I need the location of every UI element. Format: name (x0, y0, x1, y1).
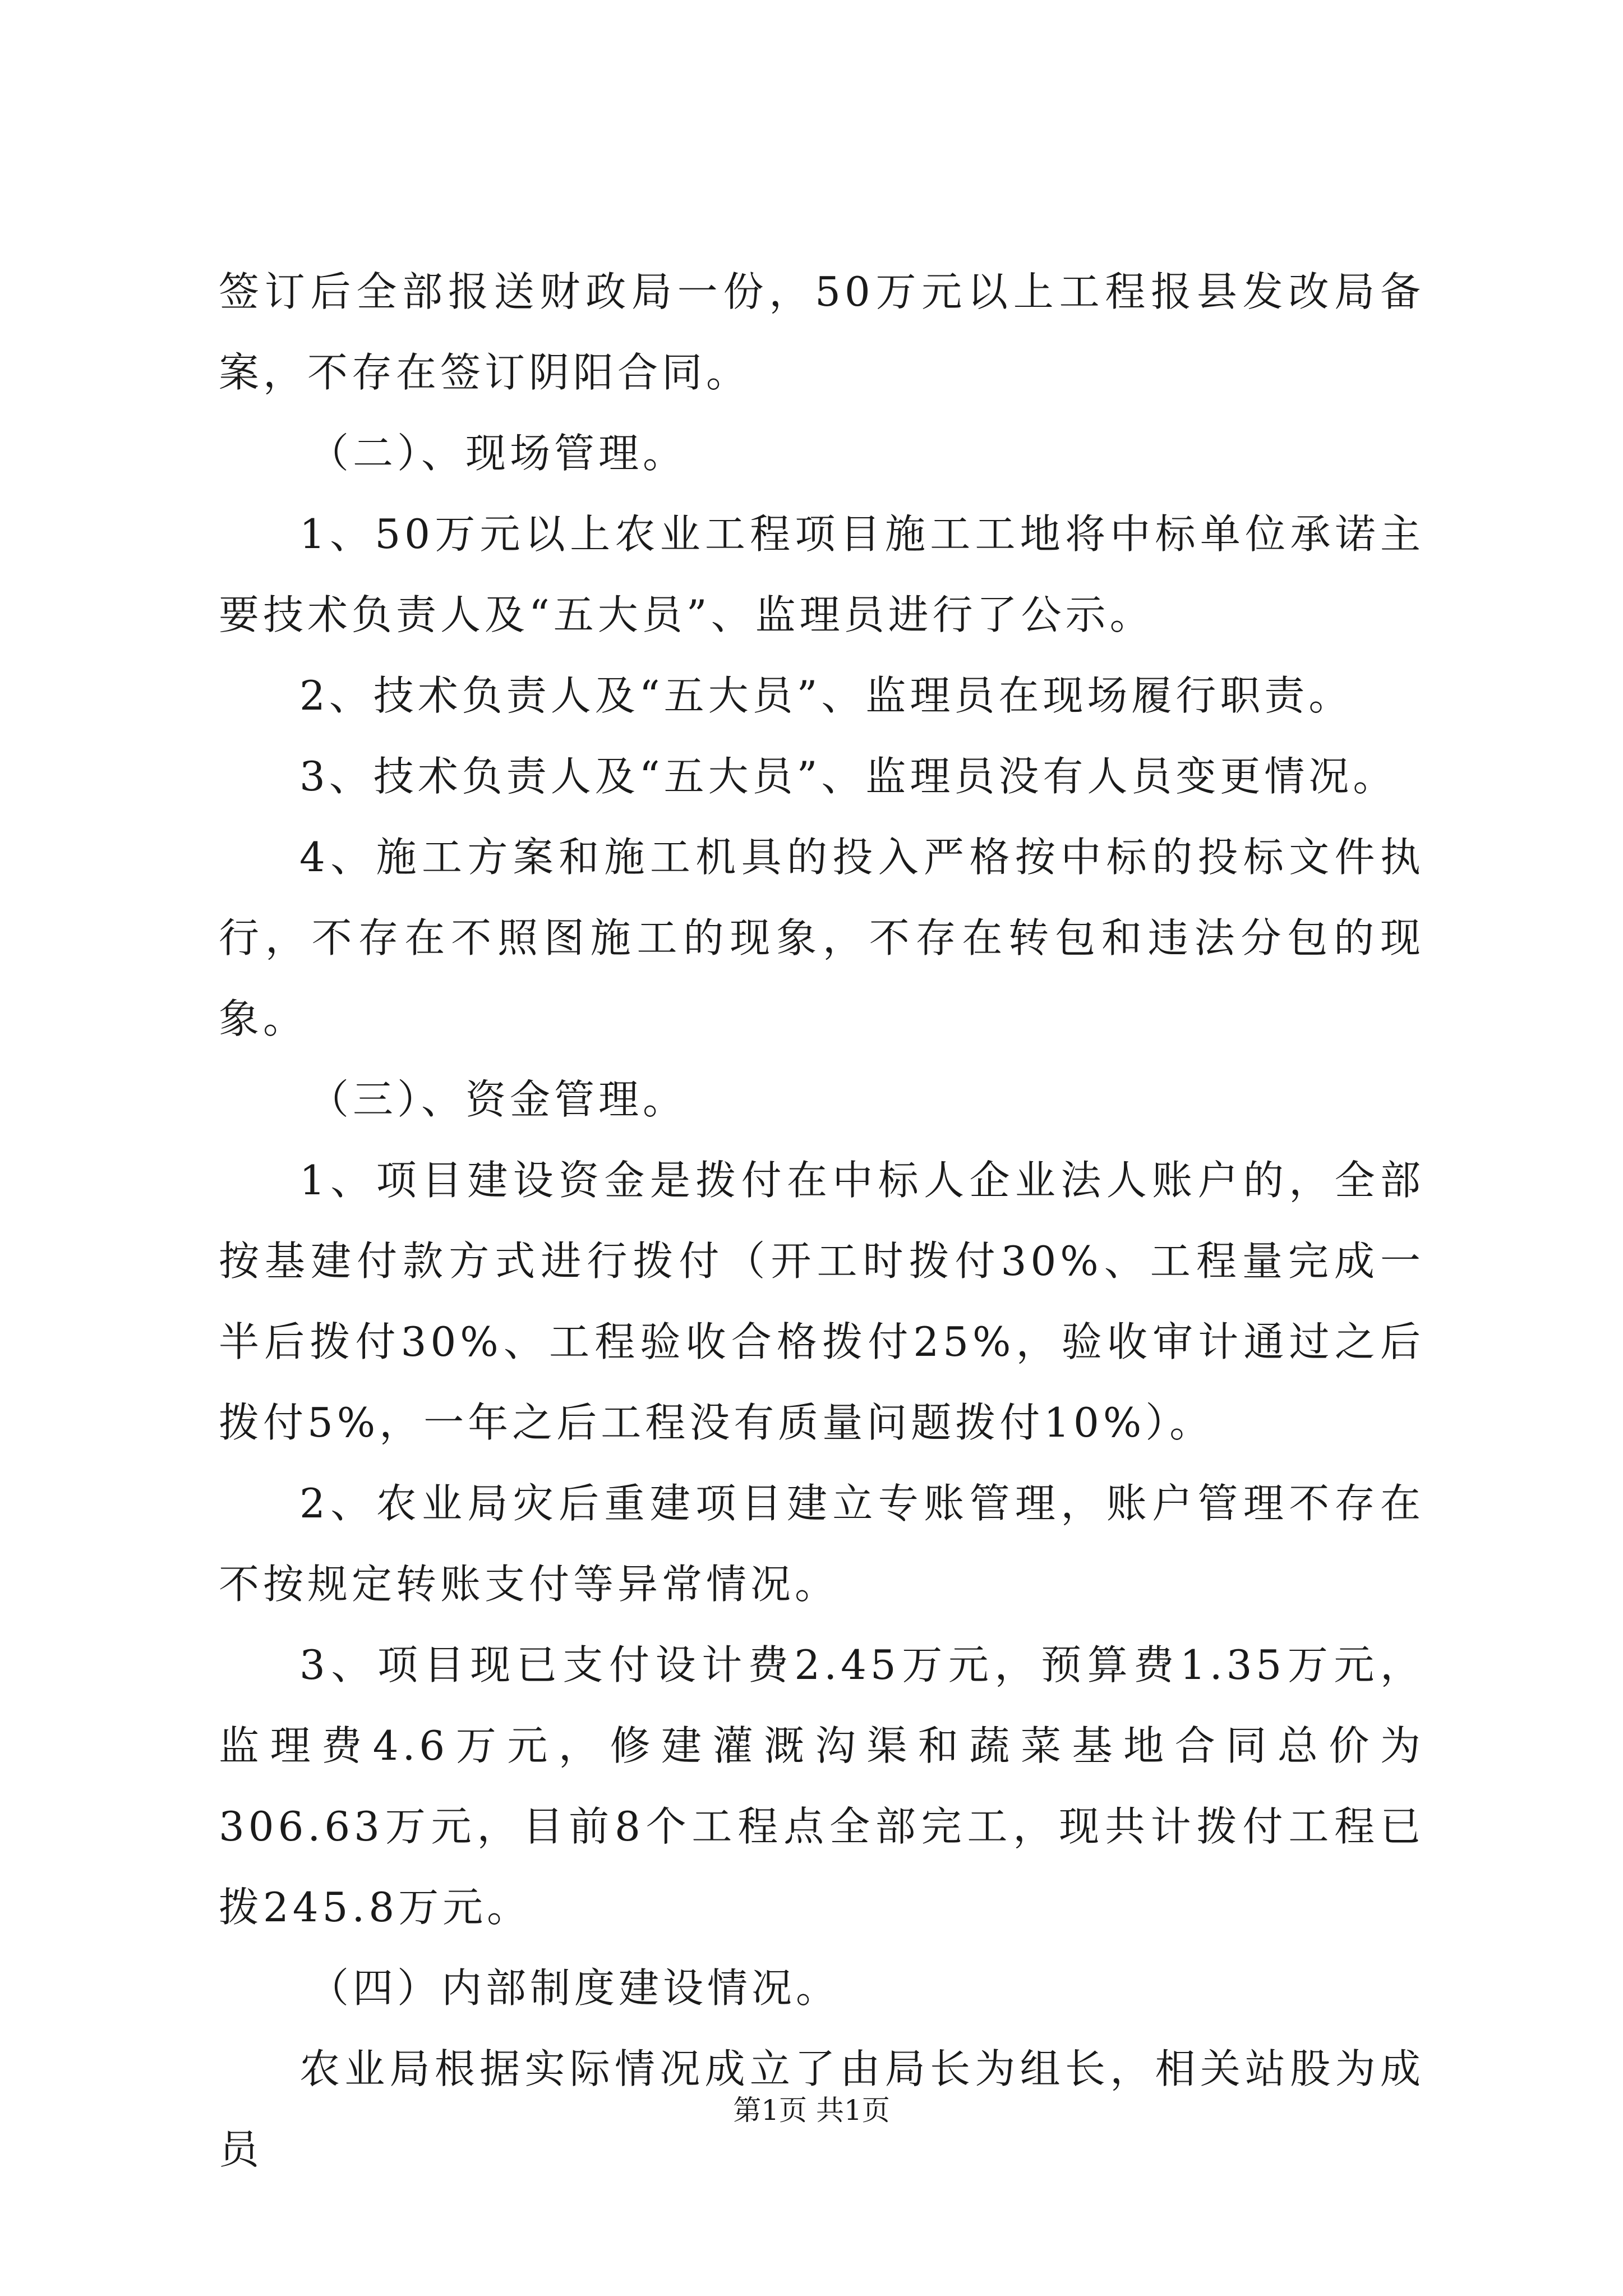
paragraph-10: 3、项目现已支付设计费2.45万元，预算费1.35万元，监理费4.6万元，修建灌溉沟渠和蔬菜基地合同总价为306.63万元，目前8个工程点全部完工，现共计拨付工程已拨245.8万元。 (219, 1641, 1424, 1931)
paragraph-9: 2、农业局灾后重建项目建立专账管理，账户管理不存在不按规定转账支付等异常情况。 (219, 1480, 1424, 1608)
paragraph-8: 1、项目建设资金是拨付在中标人企业法人账户的，全部按基建付款方式进行拨付（开工时拨付30%、工程量完成一半后拨付30%、工程验收合格拨付25%，验收审计通过之后拨付5%，一年之后工程没有质量问题拨付10%）。 (219, 1157, 1424, 1446)
page-footer: 第1页 共1页 (733, 2094, 890, 2127)
section-heading-3: （三）、资金管理。 (308, 1076, 688, 1123)
paragraph-6: 4、施工方案和施工机具的投入严格按中标的投标文件执行，不存在不照图施工的现象，不存在转包和违法分包的现象。 (219, 834, 1424, 1042)
section-heading-4: （四）内部制度建设情况。 (308, 1964, 841, 2012)
paragraph-3: 1、50万元以上农业工程项目施工工地将中标单位承诺主要技术负责人及“五大员”、监理员进行了公示。 (219, 510, 1424, 638)
document-body (219, 251, 1424, 2190)
section-heading-2: （二）、现场管理。 (308, 430, 688, 477)
paragraph-12: 农业局根据实际情况成立了由局长为组长，相关站股为成员 (219, 2045, 1424, 2173)
paragraph-5: 3、技术负责人及“五大员”、监理员没有人员变更情况。 (299, 753, 1398, 800)
paragraph-4: 2、技术负责人及“五大员”、监理员在现场履行职责。 (299, 672, 1353, 719)
paragraph-1: 签订后全部报送财政局一份，50万元以上工程报县发改局备案，不存在签订阴阳合同。 (219, 268, 1424, 396)
